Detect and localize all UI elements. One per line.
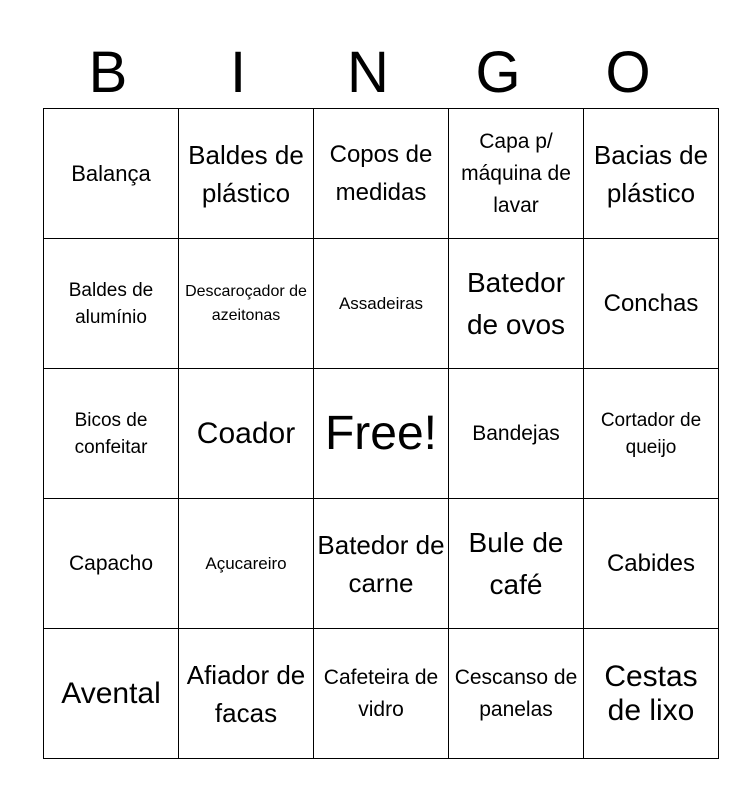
bingo-cell[interactable]: Batedor de carne: [314, 499, 449, 629]
bingo-cell[interactable]: Balança: [44, 109, 179, 239]
bingo-cell[interactable]: Coador: [179, 369, 314, 499]
bingo-cell[interactable]: Bacias de plástico: [584, 109, 719, 239]
bingo-cell[interactable]: Capacho: [44, 499, 179, 629]
bingo-cell[interactable]: Descaroçador de azeitonas: [179, 239, 314, 369]
bingo-cell[interactable]: Cortador de queijo: [584, 369, 719, 499]
header-letter-b: B: [88, 40, 128, 105]
bingo-cell[interactable]: Avental: [44, 629, 179, 759]
bingo-cell[interactable]: Açucareiro: [179, 499, 314, 629]
bingo-cell[interactable]: Afiador de facas: [179, 629, 314, 759]
header-letter-i: I: [229, 40, 247, 105]
bingo-cell[interactable]: Bandejas: [449, 369, 584, 499]
header-letter-o: O: [605, 40, 651, 105]
bingo-header: [43, 40, 693, 106]
bingo-cell[interactable]: Cescanso de panelas: [449, 629, 584, 759]
bingo-cell[interactable]: Cafeteira de vidro: [314, 629, 449, 759]
bingo-cell[interactable]: Conchas: [584, 239, 719, 369]
board-row: [44, 499, 719, 629]
board-row: [44, 369, 719, 499]
bingo-cell[interactable]: Bule de café: [449, 499, 584, 629]
bingo-cell[interactable]: Bicos de confeitar: [44, 369, 179, 499]
bingo-cell[interactable]: Cabides: [584, 499, 719, 629]
header-letter-n: N: [347, 40, 389, 105]
header-letter-g: G: [475, 40, 521, 105]
bingo-cell[interactable]: Assadeiras: [314, 239, 449, 369]
bingo-cell[interactable]: Batedor de ovos: [449, 239, 584, 369]
board-row: [44, 109, 719, 239]
bingo-cell[interactable]: Copos de medidas: [314, 109, 449, 239]
bingo-cell[interactable]: Baldes de plástico: [179, 109, 314, 239]
bingo-board: [43, 108, 719, 759]
bingo-cell[interactable]: Cestas de lixo: [584, 629, 719, 759]
board-row: [44, 239, 719, 369]
bingo-cell[interactable]: Capa p/ máquina de lavar: [449, 109, 584, 239]
board-row: [44, 629, 719, 759]
bingo-cell[interactable]: Baldes de alumínio: [44, 239, 179, 369]
free-cell[interactable]: Free!: [314, 369, 449, 499]
